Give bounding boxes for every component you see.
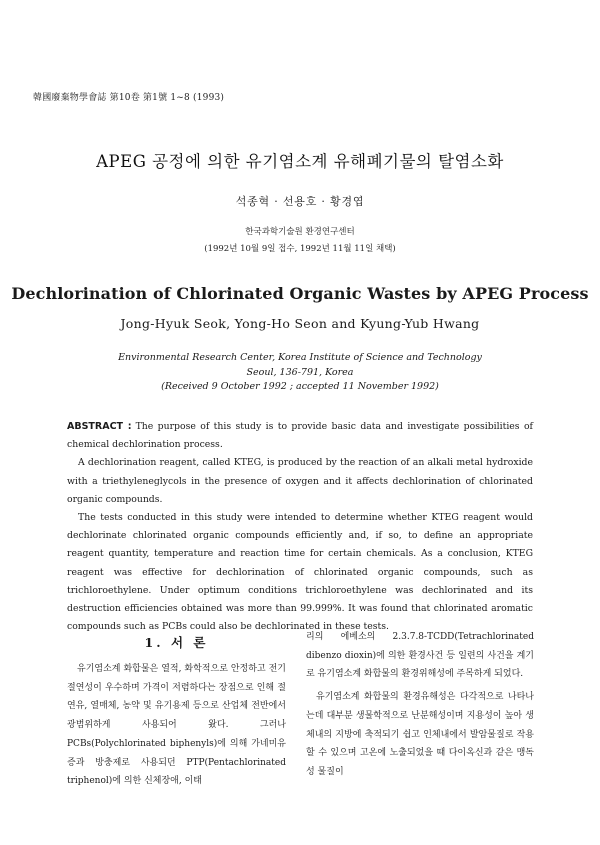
korean-authors: 석종혁 · 선용호 · 황경엽 — [235, 195, 365, 208]
korean-affiliation: 한국과학기술원 환경연구센터 — [245, 227, 355, 237]
intro-paragraph-1-continued: 리의 에베소의 2.3.7.8-TCDD(Tetrachlorinated dibenzo dioxin)에 의한 환경사건 등 일련의 사건을 계기로 유기염소계 화합물의 환경위해성에 주목하게 되었다. — [306, 632, 534, 680]
abstract-paragraph-2: A dechlorination reagent, called KTEG, is produced by the reaction of an alkali metal hydroxide with a triethyleneglycols in the presence of oxygen and it affects dechlorination of chlorinated organic compounds. — [67, 457, 533, 505]
english-received-dates: (Received 9 October 1992 ; accepted 11 November 1992) — [161, 381, 439, 392]
english-authors: Jong-Hyuk Seok, Yong-Ho Seon and Kyung-Yub Hwang — [120, 316, 480, 331]
korean-title: APEG 공정에 의한 유기염소계 유해폐기물의 탈염소화 — [96, 152, 504, 171]
english-title: Dechlorination of Chlorinated Organic Wastes by APEG Process — [11, 284, 589, 303]
english-affiliation-institute: Environmental Research Center, Korea Institute of Science and Technology — [118, 352, 482, 363]
korean-received-dates: (1992년 10월 9일 접수, 1992년 11월 11일 채택) — [204, 244, 396, 254]
abstract-label: ABSTRACT : — [67, 421, 132, 432]
abstract-text-1: The purpose of this study is to provide basic data and investigate possibilities of chemical dechlorination process. — [67, 421, 533, 451]
intro-paragraph-2: 유기염소계 화합물의 환경유해성은 다각적으로 나타나는데 대부분 생물학적으로 난분해성이며 지용성이 높아 생체내의 지방에 축적되기 쉽고 인체내에서 발암물질로 작용할 수 있으며 고온에 노출되었을 때 다이옥신과 같은 맹독성 물질이 — [306, 692, 534, 777]
section-heading-introduction: 1. 서 론 — [144, 635, 209, 650]
english-affiliation-city: Seoul, 136-791, Korea — [246, 367, 354, 378]
abstract-paragraph-1 — [67, 418, 533, 454]
journal-citation: 韓國廢棄物學會誌 第10卷 第1號 1~8 (1993) — [33, 93, 225, 103]
abstract-paragraph-3: The tests conducted in this study were intended to determine whether KTEG reagent would dechlorinate chlorinated organic compounds efficiently and, if so, to define an appropriate reagent quantity, temperature and reaction time for certain chemicals. As a conclusion, KTEG reagent was effective for dechlorination of chlorinated organic compounds, such as trichloroethylene. Under optimum conditions trichloroethylene was dechlorinated and its destruction efficiencies obtained was more than 99.999%. It was found that chlorinated aromatic compounds such as PCBs could also be dechlorinated in these tests. — [67, 512, 533, 633]
body-column-left — [67, 660, 286, 791]
intro-paragraph-1: 유기염소계 화합물은 열적, 화학적으로 안정하고 전기절연성이 우수하며 가격이 저렴하다는 장점으로 인해 절연유, 열매체, 농약 및 유기용제 등으로 산업체 전반에서 광범위하게 사용되어 왔다. 그러나 PCBs(Polychlorinated biphenyls)에 의해 가네미유증과 방충제로 사용되던 PTP(Pentachlorinated triphenol)에 의한 신체장애, 이태 — [67, 664, 286, 787]
body-column-right — [306, 628, 534, 782]
abstract — [67, 418, 533, 636]
